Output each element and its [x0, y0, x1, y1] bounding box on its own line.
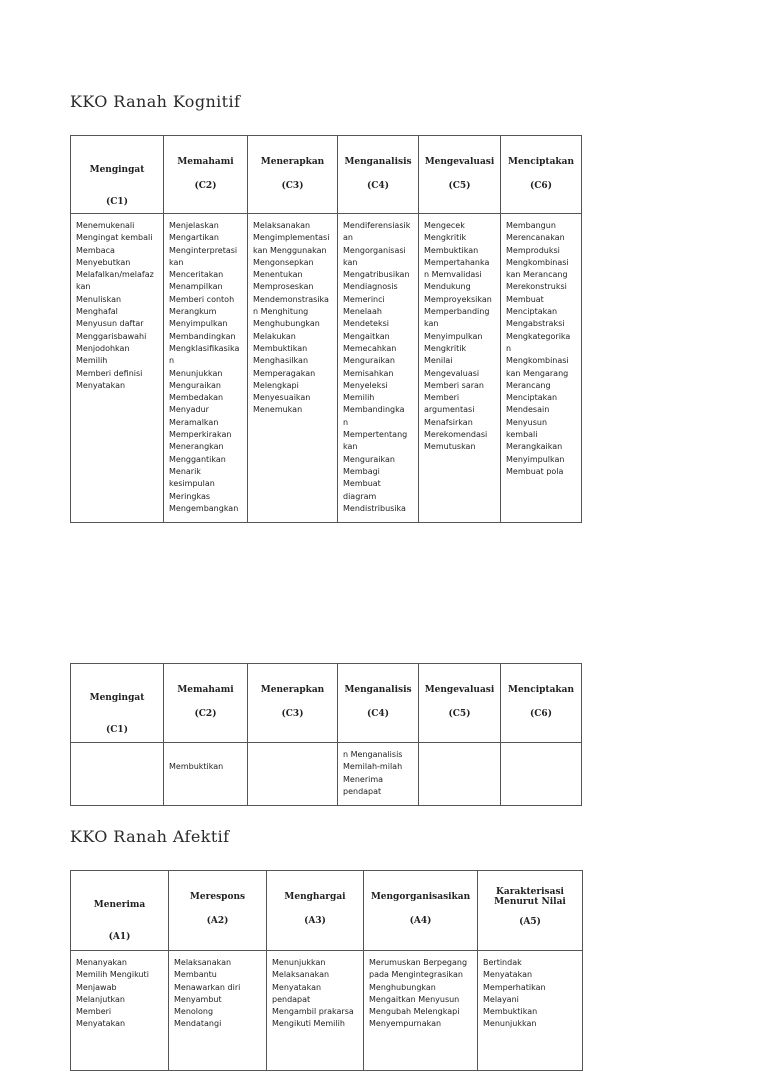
header-cell-menghargai [267, 871, 364, 951]
table-row [71, 743, 582, 806]
cell-text [419, 743, 500, 761]
column-code: (C3) [281, 181, 304, 191]
column-code: (C4) [367, 709, 389, 719]
table-row [71, 951, 583, 1071]
header-cell-menerapkan [248, 664, 338, 743]
column-name: Menerapkan [260, 157, 325, 167]
table-cell [419, 214, 501, 523]
column-code: (C2) [194, 709, 217, 719]
cell-text: Menunjukkan Melaksanakan Menyatakan pendapat Mengambil prakarsa Mengikuti Memilih [272, 958, 354, 1029]
header-cell-menerima [71, 871, 169, 951]
header-cell-menciptakan [501, 664, 582, 743]
header-cell-memahami [164, 136, 248, 214]
cell-text: Melaksanakan Mengimplementasi kan Menggunakan Mengonsepkan Menentukan Memproseskan Mendemonstrasika n Menghitung Menghubungkan Melakukan Membuktikan Menghasilkan Memperagakan Melengkapi Menyesuaikan Menemukan [253, 221, 330, 415]
cell-text: Membangun Merencanakan Memproduksi Mengkombinasi kan Merancang Merekonstruksi Membuat Menciptakan Mengabstraksi Mengkategorika n Mengkombinasi kan Mengarang Merancang Menciptakan Mendesain Menyusun kembali Merangkaikan Menyimpulkan Membuat pola [506, 221, 571, 476]
table-cell [501, 743, 582, 806]
column-code: (C2) [194, 181, 217, 191]
table-cell [248, 743, 338, 806]
header-cell-menerapkan [248, 136, 338, 214]
header-cell-mengorganisasikan [364, 871, 478, 951]
cell-text: Membuktikan [169, 762, 224, 772]
table-cell [419, 743, 501, 806]
column-name: Memahami [177, 157, 234, 167]
cell-text [71, 743, 163, 761]
section-title-kognitif: KKO Ranah Kognitif [70, 92, 241, 111]
column-name: Menciptakan [507, 685, 575, 695]
table-header-row [71, 136, 582, 214]
cell-text [501, 743, 581, 761]
header-cell-menganalisis [338, 136, 419, 214]
table-row [71, 214, 582, 523]
column-code: (C6) [530, 181, 552, 191]
table-cell [267, 951, 364, 1071]
column-code: (A4) [409, 916, 432, 926]
table-cell [501, 214, 582, 523]
column-code: (A3) [304, 916, 326, 926]
cell-text: Melaksanakan Membantu Menawarkan diri Menyambut Menolong Mendatangi [174, 958, 241, 1029]
cell-text: Mendiferensiasik an Mengorganisasi kan Mengatribusikan Mendiagnosis Memerinci Menelaah Mendeteksi Mengaitkan Memecahkan Menguraikan Memisahkan Menyeleksi Memilih Membandingka n Mempertentang kan Menguraikan Membagi Membuat diagram Mendistribusika [343, 221, 411, 513]
column-name: Merespons [189, 892, 246, 902]
table-cell [169, 951, 267, 1071]
table-cell [364, 951, 478, 1071]
table-cell [164, 214, 248, 523]
table-afektif [70, 870, 583, 1071]
column-code: (C5) [448, 181, 471, 191]
column-code: (C4) [367, 181, 389, 191]
header-cell-menciptakan [501, 136, 582, 214]
cell-text: n Menganalisis Memilah-milah Menerima pendapat [343, 750, 403, 796]
table-header-row [71, 871, 583, 951]
table-cell [338, 743, 419, 806]
cell-text: Mengecek Mengkritik Membuktikan Mempertahanka n Memvalidasi Mendukung Memproyeksikan Memperbanding kan Menyimpulkan Mengkritik Menilai Mengevaluasi Memberi saran Memberi argumentasi Menafsirkan Merekomendasi Memutuskan [424, 221, 492, 452]
header-cell-mengingat [71, 136, 164, 214]
column-name: Menganalisis [344, 157, 412, 167]
table-cell [164, 743, 248, 806]
column-name: Mengingat [89, 693, 145, 703]
table-kognitif-continued [70, 663, 582, 806]
column-name: Mengevaluasi [424, 685, 495, 695]
column-code: (C1) [106, 197, 128, 207]
header-cell-merespons [169, 871, 267, 951]
column-name: Memahami [177, 685, 234, 695]
header-cell-mengingat [71, 664, 164, 743]
column-name: Karakterisasi Menurut Nilai [494, 887, 566, 907]
column-code: (A1) [108, 932, 131, 942]
column-code: (C3) [281, 709, 304, 719]
column-code: (C6) [530, 709, 552, 719]
header-cell-karakterisasi-menurut-nilai [478, 871, 583, 951]
cell-text: Menemukenali Mengingat kembali Membaca Menyebutkan Melafalkan/melafaz kan Menuliskan Menghafal Menyusun daftar Menggarisbawahi Menjodohkan Memilih Memberi definisi Menyatakan [76, 221, 154, 390]
table-kognitif [70, 135, 582, 523]
table-cell [248, 214, 338, 523]
header-cell-mengevaluasi [419, 136, 501, 214]
column-name: Menganalisis [344, 685, 412, 695]
column-name: Mengorganisasikan [370, 892, 471, 902]
header-cell-memahami [164, 664, 248, 743]
table-cell [338, 214, 419, 523]
header-cell-mengevaluasi [419, 664, 501, 743]
table-cell [71, 214, 164, 523]
header-cell-menganalisis [338, 664, 419, 743]
table-cell [71, 951, 169, 1071]
column-name: Menghargai [284, 892, 346, 902]
cell-text [248, 743, 337, 761]
column-name: Menerapkan [260, 685, 325, 695]
column-name: Menciptakan [507, 157, 575, 167]
column-code: (A5) [519, 917, 541, 927]
cell-text: Menanyakan Memilih Mengikuti Menjawab Melanjutkan Memberi Menyatakan [76, 958, 149, 1029]
column-code: (C1) [106, 725, 128, 735]
column-name: Mengingat [89, 165, 145, 175]
table-header-row [71, 664, 582, 743]
cell-text: Merumuskan Berpegang pada Mengintegrasikan Menghubungkan Mengaitkan Menyusun Mengubah Melengkapi Menyempurnakan [369, 958, 468, 1029]
column-code: (A2) [206, 916, 229, 926]
section-title-afektif: KKO Ranah Afektif [70, 827, 230, 846]
table-cell [478, 951, 583, 1071]
cell-text: Menjelaskan Mengartikan Menginterpretasi kan Menceritakan Menampilkan Memberi contoh Merangkum Menyimpulkan Membandingkan Mengklasifikasika n Menunjukkan Menguraikan Membedakan Menyadur Meramalkan Memperkirakan Menerangkan Menggantikan Menarik kesimpulan Meringkas Mengembangkan [169, 221, 240, 513]
column-name: Menerima [93, 900, 146, 910]
column-code: (C5) [448, 709, 471, 719]
column-name: Mengevaluasi [424, 157, 495, 167]
cell-text: Bertindak Menyatakan Memperhatikan Melayani Membuktikan Menunjukkan [483, 958, 546, 1029]
table-cell [71, 743, 164, 806]
